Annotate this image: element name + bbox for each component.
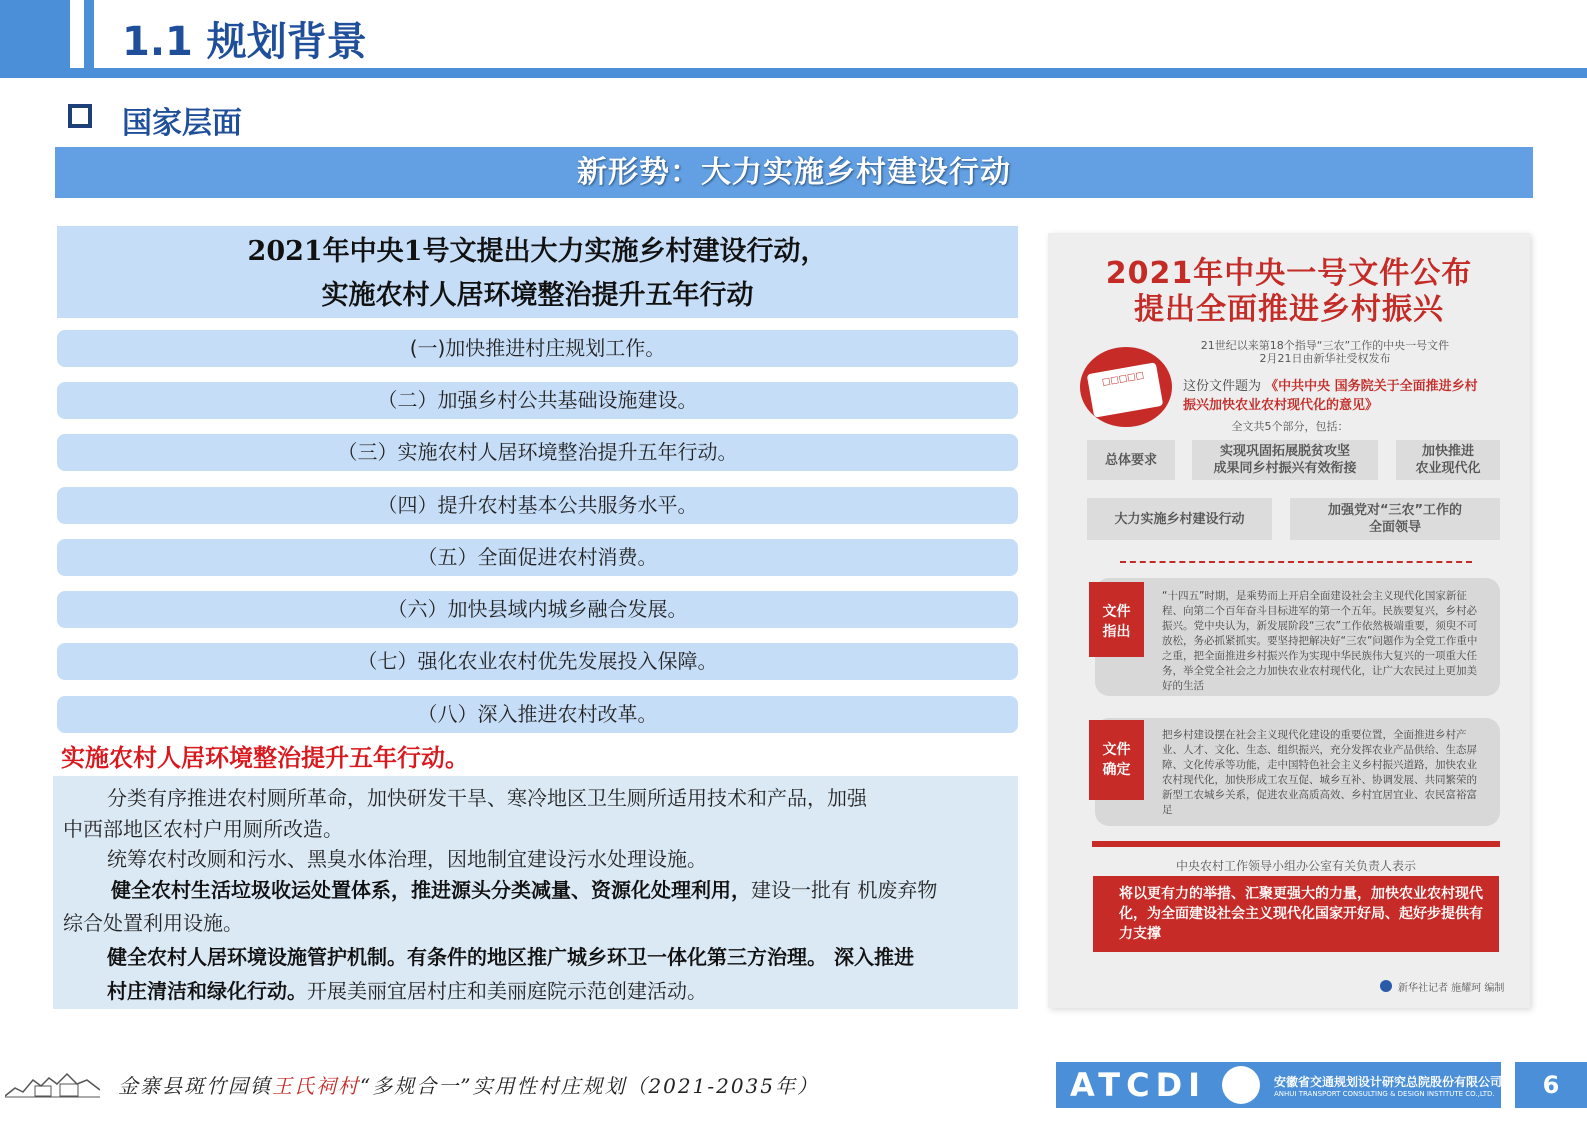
poster-parts-note: 全文共5个部分，包括： (1231, 420, 1349, 433)
square-bullet-icon (68, 104, 92, 128)
poster-credit: 新华社记者 施耀珂 编制 (1398, 983, 1505, 994)
policy-item: （四）提升农村基本公共服务水平。 (57, 487, 1018, 524)
company-logo: ATCDI (1070, 1066, 1207, 1104)
policy-item: （八）深入推进农村改革。 (57, 696, 1018, 733)
policy-item: （二）加强乡村公共基础设施建设。 (57, 382, 1018, 419)
text: 开展美丽宜居村庄和美丽庭院示范创建活动。 (307, 979, 707, 1003)
company-name-en: ANHUI TRANSPORT CONSULTING & DESIGN INSTITUTE CO.,LTD. (1274, 1090, 1495, 1098)
policy-heading-line2: 实施农村人居环境整治提升五年行动 (321, 280, 754, 311)
header-accent-stripe (84, 0, 94, 68)
poster-caption: 中央农村工作领导小组办公室有关负责人表示 (1175, 859, 1416, 873)
company-name: 安徽省交通规划设计研究总院股份有限公司 (1274, 1075, 1503, 1089)
poster-chip: 加强党对“三农”工作的 全面领导 (1290, 498, 1500, 540)
poster-tag: 文件 确定 (1089, 720, 1144, 800)
policy-heading (57, 226, 1018, 318)
policy-item: （六）加快县域内城乡融合发展。 (57, 591, 1018, 628)
policy-item: （五）全面促进农村消费。 (57, 539, 1018, 576)
highlight-title: 实施农村人居环境整治提升五年行动。 (61, 744, 469, 772)
poster-subtitle: 21世纪以来第18个指导“三农”工作的中央一号文件 (1200, 339, 1450, 352)
poster-divider (1120, 561, 1472, 563)
wave-logo-icon (1222, 1066, 1260, 1104)
envelope-icon: □□□□□ (1087, 362, 1164, 417)
poster-chip: 实现巩固拓展脱贫攻坚 成果同乡村振兴有效衔接 (1192, 440, 1378, 480)
header-underline (0, 68, 1587, 78)
header-accent-block (0, 0, 70, 68)
bold-text: 健全农村生活垃圾收运处置体系，推进源头分类减量、资源化处理利用， (111, 878, 751, 902)
page-title: 1.1 规划背景 (122, 19, 367, 65)
poster-doc-title: 这份文件题为 《中共中央 国务院关于全面推进乡村振兴加快农业农村现代化的意见》 (1183, 379, 1478, 413)
policy-item: (一)加快推进村庄规划工作。 (57, 330, 1018, 367)
policy-heading-line1: 2021年中央1号文提出大力实施乡村建设行动， (247, 236, 828, 267)
paragraph-line (63, 875, 1008, 906)
policy-item: （七）强化农业农村优先发展投入保障。 (57, 643, 1018, 680)
bold-text: 村庄清洁和绿化行动。 (107, 979, 307, 1003)
paragraph-line: 统筹农村改厕和污水、黑臭水体治理，因地制宜建设污水处理设施。 (107, 847, 707, 871)
village-sketch-icon (5, 1066, 100, 1100)
banner: 新形势：大力实施乡村建设行动 (55, 147, 1533, 198)
paragraph-line: 分类有序推进农村厕所革命，加快研发干旱、寒冷地区卫生厕所适用技术和产品，加强 (107, 786, 867, 810)
poster-chip: 大力实施乡村建设行动 (1087, 498, 1272, 540)
poster-title-line2: 提出全面推进乡村振兴 (1134, 292, 1444, 327)
poster-tag: 文件 指出 (1089, 582, 1144, 657)
xinhua-logo-icon (1380, 980, 1392, 992)
page-number: 6 (1515, 1062, 1587, 1108)
poster-chip: 加快推进 农业现代化 (1396, 440, 1500, 480)
footer-project-title: 金寨县斑竹园镇王氏祠村“多规合一”实用性村庄规划（2021-2035年） (118, 1074, 820, 1098)
poster-text: 把乡村建设摆在社会主义现代化建设的重要位置，全面推进乡村产业、人才、文化、生态、组织振兴，充分发挥农业产品供给、生态屏障、文化传承等功能，走中国特色社会主义乡村振兴道路，加快农业农村现代化，加快形成工农互促、城乡互补、协调发展、共同繁荣的新型工农城乡关系，促进农业高质高效、乡村宜居宜业、农民富裕富足 (1162, 729, 1477, 816)
paragraph-line: 中西部地区农村户用厕所改造。 (63, 817, 343, 841)
poster-subtitle: 2月21日由新华社受权发布 (1259, 352, 1391, 365)
poster-redline (1092, 841, 1500, 847)
paragraph-line (63, 976, 1008, 1007)
bold-text: 健全农村人居环境设施管护机制。有条件的地区推广城乡环卫一体化第三方治理。 深入推进 (107, 945, 914, 969)
policy-item: （三）实施农村人居环境整治提升五年行动。 (57, 434, 1018, 471)
paragraph-line: 综合处置利用设施。 (63, 911, 243, 935)
poster-chip: 总体要求 (1087, 440, 1175, 480)
poster-title-line1: 2021年中央一号文件公布 (1105, 256, 1473, 291)
paragraph-line (63, 942, 1008, 973)
poster-quote: 将以更有力的举措、汇聚更强大的力量，加快农业农村现代化，为全面建设社会主义现代化国家开好局、起好步提供有力支撑 (1093, 876, 1499, 952)
poster-text: “十四五”时期，是乘势而上开启全面建设社会主义现代化国家新征程、向第二个百年奋斗目标进军的第一个五年。民族要复兴，乡村必振兴。党中央认为，新发展阶段“三农”工作依然极端重要，须臾不可放松，务必抓紧抓实。要坚持把解决好“三农”问题作为全党工作重中之重，把全面推进乡村振兴作为实现中华民族伟大复兴的一项重大任务，举全党全社会之力加快农业农村现代化，让广大农民过上更加美好的生活 (1162, 590, 1478, 691)
text: 建设一批有 机废弃物 (751, 878, 938, 902)
poster-title (1060, 256, 1518, 328)
section-subtitle: 国家层面 (122, 106, 242, 141)
